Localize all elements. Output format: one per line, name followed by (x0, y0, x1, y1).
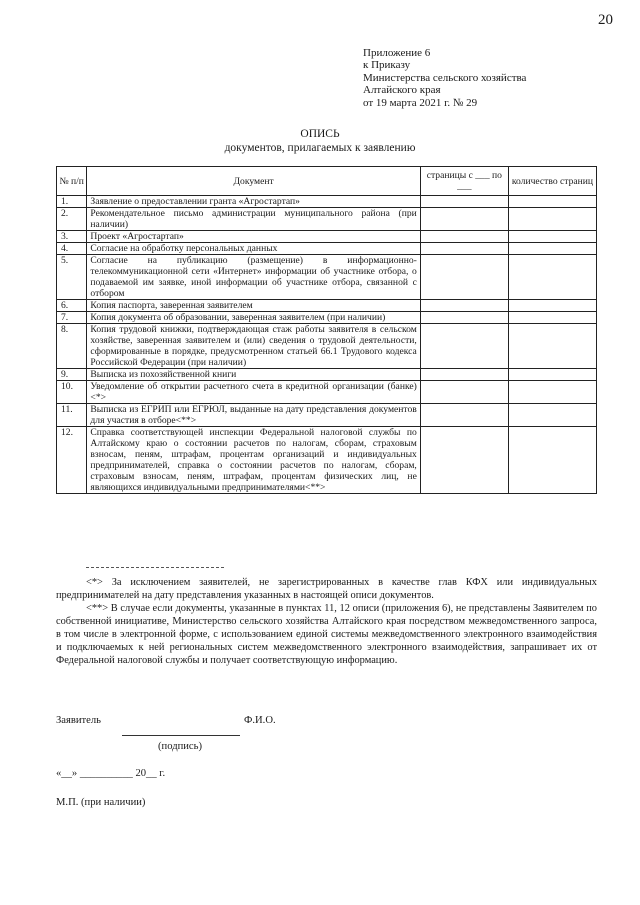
row-doc: Уведомление об открытии расчетного счета в кредитной организации (банке) <*> (87, 381, 420, 404)
row-pages-cell (420, 196, 508, 208)
appendix-line: Алтайского края (363, 84, 441, 97)
row-qty-cell (508, 231, 596, 243)
table-row (57, 427, 597, 494)
footnote-1: <*> За исключением заявителей, не зарегистрированных в качестве глав КФХ или индивидуальных предпринимателей на дату представления указанных в настоящей описи документов. (56, 577, 597, 601)
row-qty-cell (508, 255, 596, 300)
row-doc: Согласие на публикацию (размещение) в информационно-телекоммуникационной сети «Интернет» информации об участнике отбора, о подаваемой им заявке, иной информации об участнике отбора, связанной с отбором (87, 255, 420, 300)
table-row (57, 255, 597, 300)
table-row (57, 300, 597, 312)
row-pages-cell (420, 324, 508, 369)
footnote-separator (86, 567, 224, 568)
row-qty-cell (508, 312, 596, 324)
row-qty-cell (508, 369, 596, 381)
table-header-row (57, 167, 597, 196)
table-row (57, 312, 597, 324)
documents-table (56, 166, 597, 494)
row-pages-cell (420, 255, 508, 300)
row-num: 2. (57, 208, 87, 231)
row-num: 4. (57, 243, 87, 255)
title-heading: ОПИСЬ (300, 128, 340, 140)
row-pages-cell (420, 312, 508, 324)
row-pages-cell (420, 208, 508, 231)
row-num: 3. (57, 231, 87, 243)
row-num: 7. (57, 312, 87, 324)
table-row (57, 196, 597, 208)
appendix-line: Приложение 6 (363, 47, 431, 59)
row-num: 1. (57, 196, 87, 208)
row-doc: Выписка из похозяйственной книги (87, 369, 420, 381)
row-qty-cell (508, 324, 596, 369)
header-pages: страницы с ___ по ___ (420, 167, 508, 196)
header-doc: Документ (87, 167, 420, 196)
row-doc: Копия документа об образовании, заверенная заявителем (при наличии) (87, 312, 420, 324)
row-qty-cell (508, 208, 596, 231)
row-qty-cell (508, 427, 596, 494)
row-qty-cell (508, 300, 596, 312)
signature-caption: (подпись) (158, 741, 202, 752)
row-doc: Рекомендательное письмо администрации муниципального района (при наличии) (87, 208, 420, 231)
table-row (57, 404, 597, 427)
row-doc: Копия трудовой книжки, подтверждающая стаж работы заявителя в сельском хозяйстве, заверенная заявителем и (или) сведения о трудовой деятельности, сформированные в порядке, предусмотренном статьей 66.1 Трудового кодекса Российской Федерации (при наличии) (87, 324, 420, 369)
row-doc: Выписка из ЕГРИП или ЕГРЮЛ, выданные на дату представления документов для участия в отборе<**> (87, 404, 420, 427)
table-row (57, 381, 597, 404)
row-doc: Проект «Агростартап» (87, 231, 420, 243)
row-num: 8. (57, 324, 87, 369)
date-line: «__» __________ 20__ г. (56, 768, 166, 779)
row-doc: Копия паспорта, заверенная заявителем (87, 300, 420, 312)
row-doc: Справка соответствующей инспекции Федеральной налоговой службы по Алтайскому краю о состоянии расчетов по налогам, сборам, страховым взносам, пеням, штрафам, процентам организаций и индивидуальных предпринимателей, справка о состоянии расчетов по налогам, сборам, страховым взносам, пеням, штрафам, процентам физических лиц, не являющихся индивидуальными предпринимателями<**> (87, 427, 420, 494)
row-qty-cell (508, 243, 596, 255)
fio-label: Ф.И.О. (244, 715, 276, 726)
row-num: 11. (57, 404, 87, 427)
appendix-line: к Приказу (363, 59, 411, 72)
row-qty-cell (508, 404, 596, 427)
table-row (57, 324, 597, 369)
row-qty-cell (508, 381, 596, 404)
appendix-line: от 19 марта 2021 г. № 29 (363, 96, 478, 109)
title-subheading: документов, прилагаемых к заявлению (224, 142, 416, 154)
table-row (57, 208, 597, 231)
row-pages-cell (420, 381, 508, 404)
document-title (0, 127, 640, 155)
row-pages-cell (420, 404, 508, 427)
row-doc: Согласие на обработку персональных данных (87, 243, 420, 255)
row-pages-cell (420, 231, 508, 243)
row-num: 12. (57, 427, 87, 494)
applicant-label: Заявитель (56, 715, 102, 726)
row-num: 9. (57, 369, 87, 381)
appendix-block (363, 47, 613, 109)
footnotes (56, 576, 597, 667)
row-pages-cell (420, 427, 508, 494)
row-pages-cell (420, 369, 508, 381)
stamp-label: М.П. (при наличии) (56, 797, 146, 808)
row-pages-cell (420, 300, 508, 312)
table-row (57, 369, 597, 381)
appendix-line: Министерства сельского хозяйства (363, 71, 527, 84)
row-num: 10. (57, 381, 87, 404)
footnote-2: <**> В случае если документы, указанные в пунктах 11, 12 описи (приложения 6), не представлены Заявителем по собственной инициативе, Министерство сельского хозяйства Алтайского края посредством межведомственного запроса, в том числе в электронной форме, с использованием единой системы межведомственного электронного взаимодействия и подключаемых к ней региональных систем межведомственного электронного взаимодействия, запрашивает их от Федеральной налоговой службы и получает соответствующую информацию. (56, 603, 597, 666)
table-row (57, 243, 597, 255)
header-num: № п/п (57, 167, 87, 196)
header-qty: количество страниц (508, 167, 596, 196)
signature-line (122, 735, 240, 736)
row-pages-cell (420, 243, 508, 255)
row-qty-cell (508, 196, 596, 208)
table-row (57, 231, 597, 243)
row-num: 5. (57, 255, 87, 300)
row-num: 6. (57, 300, 87, 312)
row-doc: Заявление о предоставлении гранта «Агростартап» (87, 196, 420, 208)
page-number: 20 (598, 12, 613, 28)
